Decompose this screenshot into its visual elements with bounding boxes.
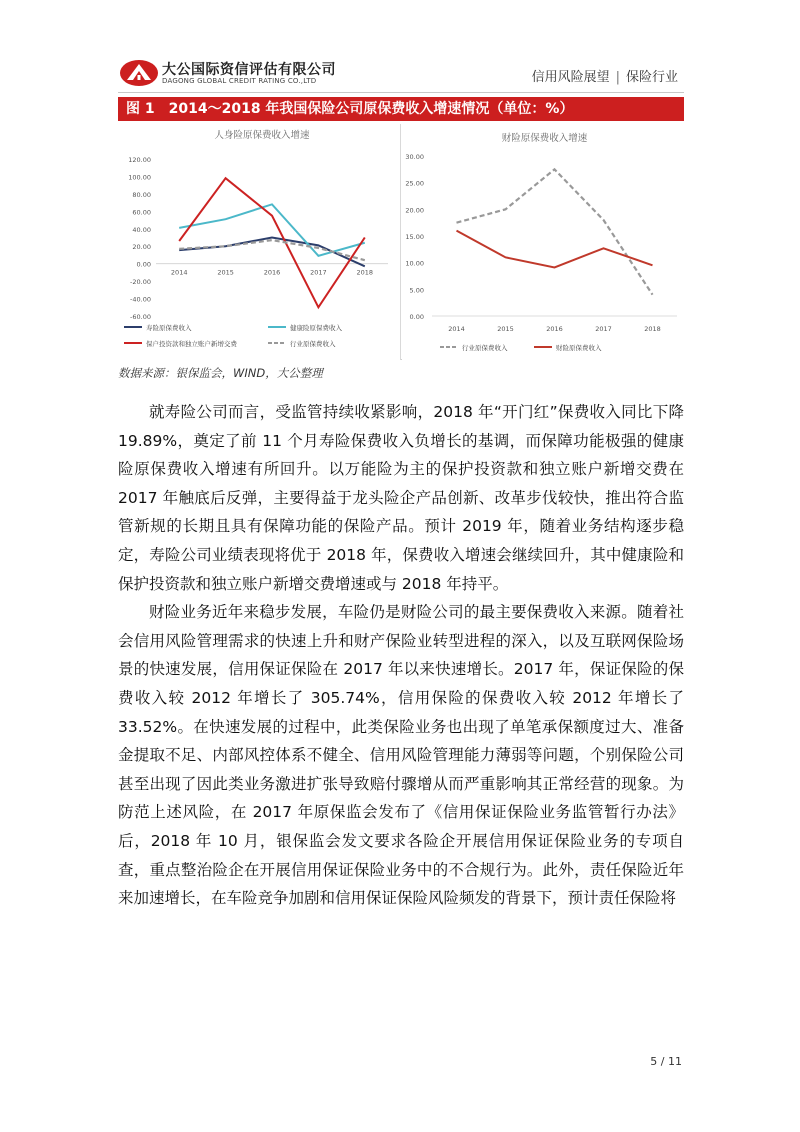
y-tick-label: -20.00 [130,278,151,287]
y-tick-label: 10.00 [405,259,424,268]
page-header [118,56,684,92]
y-tick-label: 20.00 [405,206,424,215]
legend-label: 健康险原保费收入 [290,324,342,332]
chart-title: 财险原保费收入增速 [501,133,588,144]
paragraph-life-insurance: 就寿险公司而言，受监管持续收紧影响，2018 年“开门红”保费收入同比下降 19.89%，奠定了前 11 个月寿险保费收入负增长的基调，而保障功能极强的健康险原保费收入增速有所回升。以万能险为主的保护投资款和独立账户新增交费在 2017 年触底后反弹，主要得益于龙头险企产品创新、改革步伐较快，推出符合监管新规的长期且具有保障功能的保险产品。预计 2019 年，随着业务结构逐步稳定，寿险公司业绩表现将优于 2018 年，保费收入增速会继续回升，其中健康险和保护投资款和独立账户新增交费增速或与 2018 年持平。 [118,403,684,593]
y-tick-label: 15.00 [405,233,424,241]
y-tick-label: 40.00 [132,225,151,234]
x-tick-label: 2017 [595,325,612,333]
x-tick-label: 2014 [170,268,188,277]
chart-divider [400,124,401,360]
legend-label: 寿险原保费收入 [146,324,192,332]
figure-label: 图 1 [126,101,155,117]
x-tick-label: 2015 [497,325,514,333]
header-divider [118,92,684,93]
figure-source: 数据来源：银保监会，WIND，大公整理 [118,366,323,380]
header-separator: | [615,70,620,85]
y-tick-label: 0.00 [409,313,424,321]
legend-label: 保户投资款和独立账户新增交费 [146,340,237,348]
header-section [532,66,678,85]
series-line-0 [457,169,653,294]
y-tick-label: 25.00 [405,179,424,188]
series-line-0 [179,238,365,267]
paragraph-property-insurance: 财险业务近年来稳步发展，车险仍是财险公司的最主要保费收入来源。随着社会信用风险管理需求的快速上升和财产保险业转型进程的深入，以及互联网保险场景的快速发展，信用保证保险在 2017 年以来快速增长。2017 年，保证保险的保费收入较 2012 年增长了 305.74%，信用保险的保费收入较 2012 年增长了 33.52%。在快速发展的过程中，此类保险业务也出现了单笔承保额度过大、准备金提取不足、内部风控体系不健全、信用风险管理能力薄弱等问题，个别保险公司甚至出现了因此类业务激进扩张导致赔付骤增从而严重影响其正常经营的现象。为防范上述风险，在 2017 年原保监会发布了《信用保证保险业务监管暂行办法》后，2018 年 10 月，银保监会发文要求各险企开展信用保证保险业务的专项自查，重点整治险企在开展信用保证保险业务中的不合规行为。此外，责任保险近年来加速增长，在车险竞争加剧和信用保证保险风险频发的背景下，预计责任保险将 [118,603,684,908]
industry-label: 保险行业 [625,70,678,85]
y-tick-label: -60.00 [130,313,151,321]
x-tick-label: 2016 [263,268,281,277]
y-tick-label: 60.00 [132,208,151,217]
x-tick-label: 2015 [217,268,234,277]
figure-title-bar [118,97,684,121]
y-tick-label: 5.00 [409,286,424,295]
section-label: 信用风险展望 [531,70,610,85]
legend-label: 行业原保费收入 [290,340,336,348]
property-insurance-chart-panel [402,124,684,360]
x-tick-label: 2018 [356,268,374,277]
x-tick-label: 2017 [310,268,327,277]
legend-label: 行业原保费收入 [462,344,508,352]
life-insurance-chart-panel [118,124,400,360]
y-tick-label: 30.00 [405,153,424,161]
page-number: 5 / 11 [650,1055,682,1068]
y-tick-label: -40.00 [130,295,151,304]
life-insurance-chart [118,124,400,360]
figure-title: 2014～2018 年我国保险公司原保费收入增速情况（单位：%） [168,101,574,117]
y-tick-label: 120.00 [128,156,151,164]
body-text [118,398,684,913]
dagong-logo-icon [118,58,160,88]
y-tick-label: 20.00 [132,243,151,252]
legend-label: 财险原保费收入 [556,344,602,352]
property-insurance-chart [402,124,684,360]
x-tick-label: 2016 [546,325,563,333]
y-tick-label: 80.00 [132,190,151,199]
y-tick-label: 100.00 [128,173,151,182]
series-line-2 [179,178,365,307]
x-tick-label: 2018 [644,325,661,333]
y-tick-label: 0.00 [136,260,151,269]
chart-title: 人身险原保费收入增速 [214,130,310,141]
company-name-en: DAGONG GLOBAL CREDIT RATING CO.,LTD [162,77,317,85]
company-name-cn: 大公国际资信评估有限公司 [162,62,336,78]
x-tick-label: 2014 [448,325,465,333]
